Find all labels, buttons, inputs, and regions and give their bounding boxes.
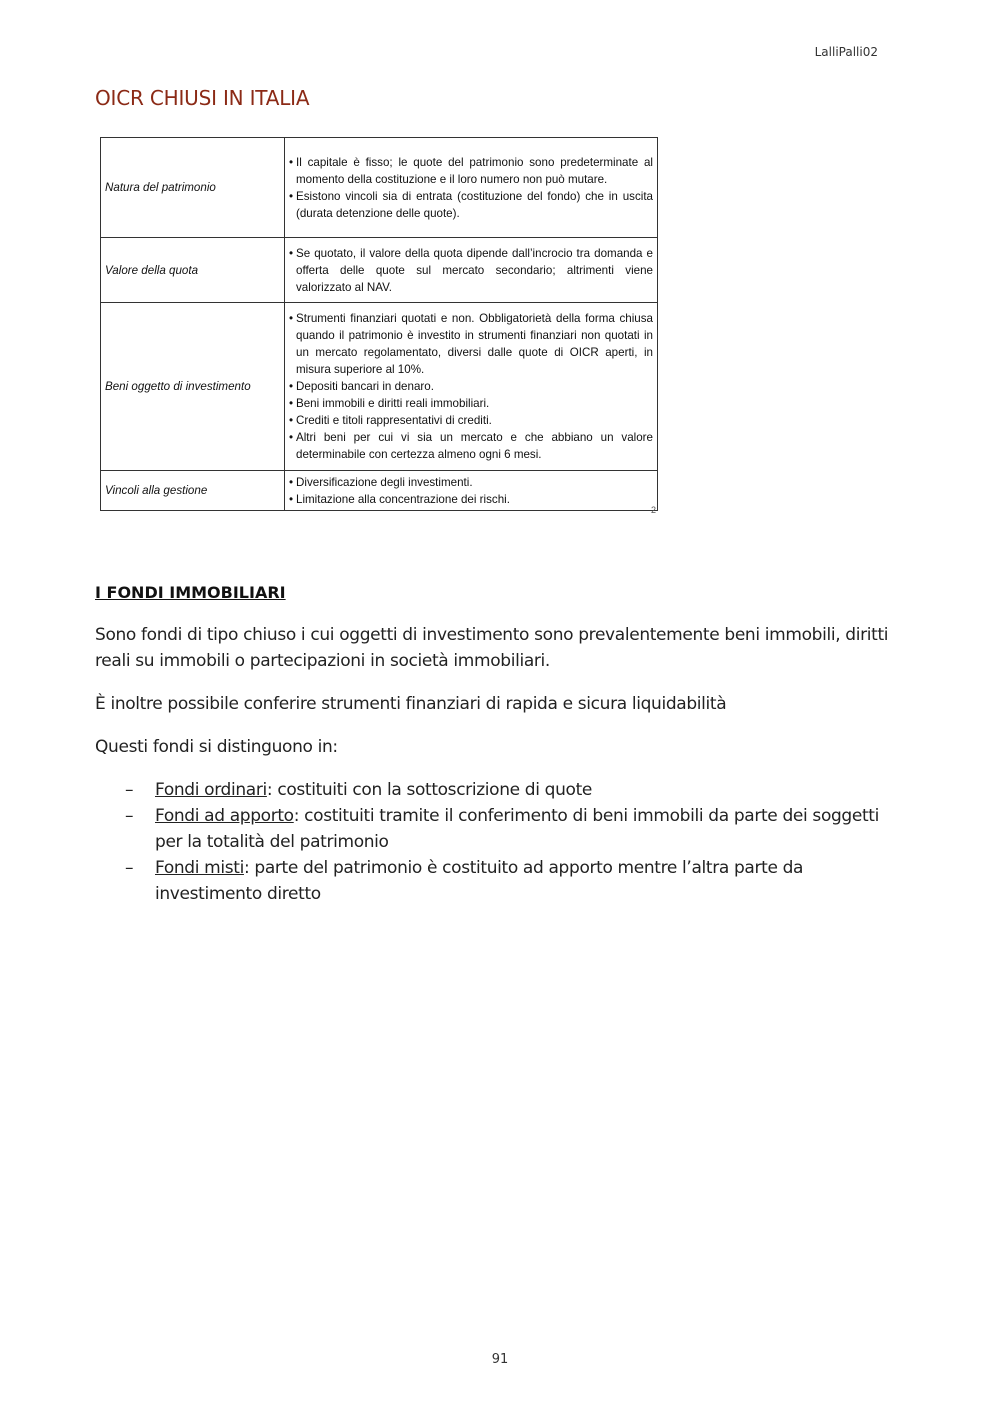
section-title: OICR CHIUSI IN ITALIA <box>95 86 310 110</box>
bullet-item: • Depositi bancari in denaro. <box>289 380 434 393</box>
term-description: : costituiti con la sottoscrizione di quote <box>266 780 592 800</box>
term: Fondi ad apporto <box>155 806 294 826</box>
row-label: Beni oggetto di investimento <box>101 303 285 471</box>
paragraph-definition: Sono fondi di tipo chiuso i cui oggetti di investimento sono prevalentemente beni immobili, diritti reali su immobili o partecipazioni in società immobiliari. <box>95 625 889 671</box>
row-content <box>285 238 658 303</box>
paragraph-intro-list: Questi fondi si distinguono in: <box>95 737 338 757</box>
row-label: Natura del patrimonio <box>101 138 285 238</box>
bullet-item: • Diversificazione degli investimenti. <box>289 475 473 489</box>
list-item <box>95 855 910 907</box>
table-row <box>101 471 658 511</box>
page-number: 91 <box>491 1352 509 1367</box>
bullet-item: • Crediti e titoli rappresentativi di crediti. <box>289 414 492 427</box>
term: Fondi misti <box>155 858 244 878</box>
oicr-table-image <box>100 137 658 511</box>
term-description: : costituiti tramite il conferimento di beni immobili da parte dei soggetti per la totalità del patrimonio <box>155 806 879 852</box>
list-item <box>95 777 910 803</box>
bullet-item: • Esistono vincoli sia di entrata (costituzione del fondo) che in uscita (durata detenzione delle quote). <box>289 189 653 220</box>
section-heading: I FONDI IMMOBILIARI <box>95 583 286 602</box>
row-content <box>285 471 658 511</box>
dash-bullet: – <box>125 858 134 878</box>
row-label: Vincoli alla gestione <box>101 471 285 511</box>
term-description: : parte del patrimonio è costituito ad apporto mentre l’altra parte da investimento diretto <box>155 858 804 904</box>
scan-mark: 2 <box>651 505 657 515</box>
list-item <box>95 803 910 855</box>
table-row <box>101 138 658 238</box>
header-tag: LalliPalli02 <box>814 45 878 59</box>
paragraph-liquidity: È inoltre possibile conferire strumenti finanziari di rapida e sicura liquidabilità <box>95 694 727 714</box>
bullet-item: • Altri beni per cui vi sia un mercato e che abbiano un valore determinabile con certezza almeno ogni 6 mesi. <box>289 431 653 461</box>
bullet-item: • Se quotato, il valore della quota dipende dall’incrocio tra domanda e offerta delle quote sul mercato secondario; altrimenti viene valorizzato al NAV. <box>289 246 653 294</box>
bullet-item: • Il capitale è fisso; le quote del patrimonio sono predeterminate al momento della costituzione e il loro numero non può mutare. <box>289 155 653 186</box>
term: Fondi ordinari <box>155 780 267 800</box>
row-label: Valore della quota <box>101 238 285 303</box>
bullet-item: • Strumenti finanziari quotati e non. Obbligatorietà della forma chiusa quando il patrimonio è investito in strumenti finanziari non quotati in un mercato regolamentato, diversi dalle quote di OICR aperti, in misura superiore al 10%. <box>289 312 653 376</box>
bullet-item: • Beni immobili e diritti reali immobiliari. <box>289 397 490 410</box>
row-content <box>285 138 658 238</box>
table-row <box>101 303 658 471</box>
table-row <box>101 238 658 303</box>
dash-bullet: – <box>125 780 134 800</box>
oicr-table <box>100 137 658 511</box>
dash-bullet: – <box>125 806 134 826</box>
bullet-item: • Limitazione alla concentrazione dei rischi. <box>289 492 510 506</box>
row-content <box>285 303 658 471</box>
fund-types-list <box>95 777 910 907</box>
